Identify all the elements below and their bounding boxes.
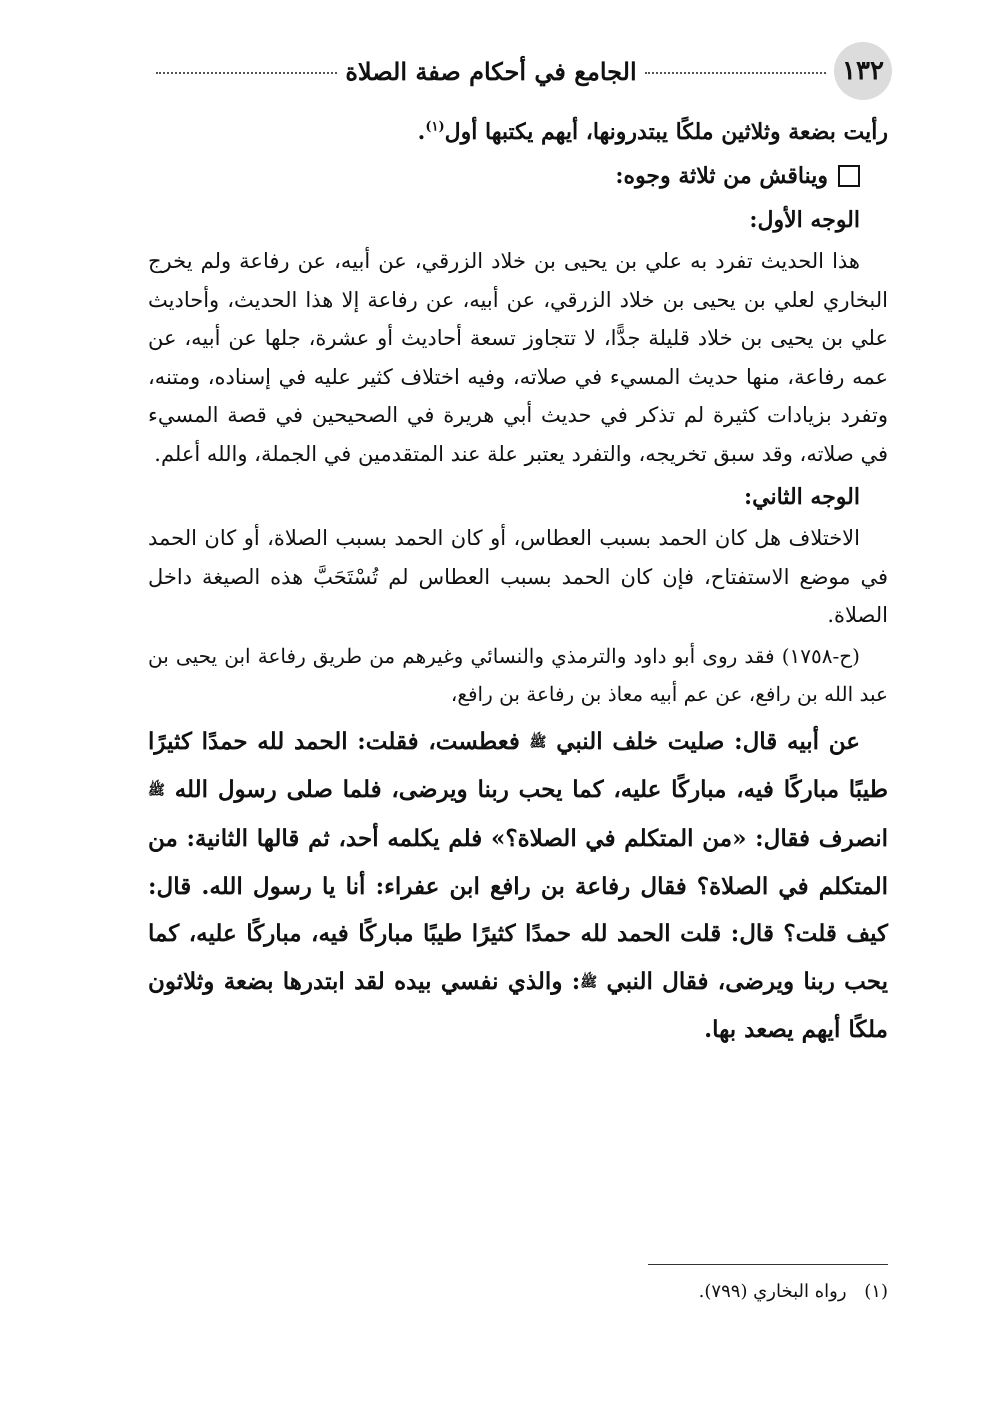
hadith-part-2: فعطست، فقلت: الحمد لله حمدًا كثيرًا طيبًا مباركًا فيه، مباركًا عليه، كما يحب ربنا ويرضى، فلما صلى رسول الله <box>148 727 888 804</box>
salla-icon: ﷺ <box>529 733 547 750</box>
footnote-ref: (١) <box>425 119 445 135</box>
intro-end: . <box>417 119 426 145</box>
second-aspect-text: الاختلاف هل كان الحمد بسبب العطاس، أو كان الحمد بسبب الصلاة، أو كان الحمد في موضع الاستفتاح، فإن كان الحمد بسبب العطاس لم تُسْتَحَبَّ هذه الصيغة داخل الصلاة. <box>148 526 888 627</box>
salla-icon-3: ﷺ <box>580 973 598 990</box>
page-body <box>148 110 888 1054</box>
hadith-part-1: عن أبيه قال: صليت خلف النبي <box>556 727 861 755</box>
first-aspect-heading: الوجه الأول: <box>749 207 860 233</box>
footnote-number: (١) <box>864 1281 888 1302</box>
intro-text: رأيت بضعة وثلاثين ملكًا يبتدرونها، أيهم يكتبها أول <box>444 119 888 145</box>
hadith-part-3: انصرف فقال: «من المتكلم في الصلاة؟» فلم يكلمه أحد، ثم قالها الثانية: من المتكلم في الصلاة؟ فقال رفاعة بن رافع ابن عفراء: أنا يا رسول الله. قال: كيف قلت؟ قال: قلت الحمد لله حمدًا كثيرًا طيبًا مباركًا فيه، مباركًا عليه، كما يحب ربنا ويرضى، فقال النبي <box>148 825 888 995</box>
header-dots-left <box>156 72 337 74</box>
header-dots-right <box>645 72 826 74</box>
footnote-text: رواه البخاري (٧٩٩). <box>698 1281 847 1302</box>
salla-icon-2: ﷺ <box>148 782 165 799</box>
hadith-part-4: : والذي نفسي بيده لقد ابتدرها بضعة وثلاثون ملكًا أيهم يصعد بها. <box>148 967 888 1044</box>
checkbox-icon <box>838 165 860 187</box>
hadith-text <box>148 718 888 1054</box>
book-title: الجامع في أحكام صفة الصلاة <box>345 56 637 86</box>
intro-line <box>148 110 888 154</box>
hadith-reference: (ح-١٧٥٨) فقد روى أبو داود والترمذي والنسائي وغيرهم من طريق رفاعة ابن يحيى بن عبد الله بن رافع، عن عم أبيه معاذ بن رفاعة بن رافع، <box>148 643 888 706</box>
discussion-heading <box>148 154 888 198</box>
footnote <box>148 1278 888 1306</box>
discussion-heading-text: ويناقش من ثلاثة وجوه: <box>615 163 828 189</box>
second-aspect-heading: الوجه الثاني: <box>744 484 860 510</box>
footnote-divider <box>648 1264 888 1265</box>
first-aspect-text: هذا الحديث تفرد به علي بن يحيى بن خلاد الزرقي، عن أبيه، عن رفاعة ولم يخرج البخاري لعلي بن يحيى بن خلاد الزرقي، عن أبيه، عن رفاعة إلا هذا الحديث، وأحاديث علي بن يحيى بن خلاد قليلة جدًّا، لا تتجاوز تسعة أحاديث أو عشرة، جلها عن أبيه، عن عمه رفاعة، منها حديث المسيء في صلاته، وفيه اختلاف كثير عليه في إسناده، ومتنه، وتفرد بزيادات كثيرة لم تذكر في حديث أبي هريرة في الصحيحين في قصة المسيء في صلاته، وقد سبق تخريجه، والتفرد يعتبر علة عند المتقدمين في الجملة، والله أعلم. <box>148 249 888 466</box>
page-header <box>148 40 892 102</box>
page-number: ١٣٢ <box>834 42 892 100</box>
